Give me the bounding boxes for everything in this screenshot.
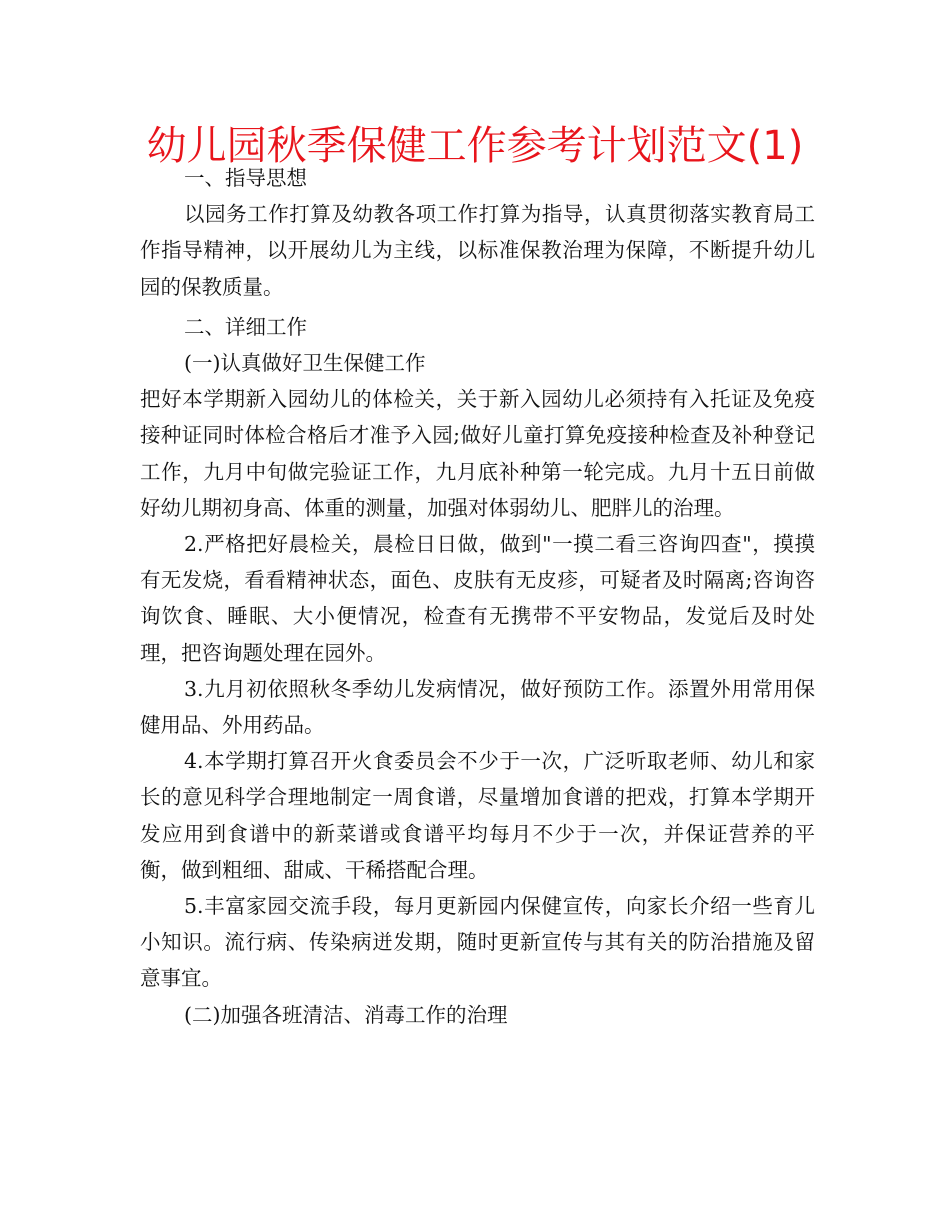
paragraph: 4.本学期打算召开火食委员会不少于一次，广泛听取老师、幼儿和家长的意见科学合理地制定一周食谱，尽量增加食谱的把戏，打算本学期开发应用到食谱中的新菜谱或食谱平均每月不少于一次，并保证营养的平衡，做到粗细、甜咸、干稀搭配合理。 <box>140 749 815 882</box>
paragraph: 以园务工作打算及幼教各项工作打算为指导，认真贯彻落实教育局工作指导精神，以开展幼儿为主线，以标准保教治理为保障，不断提升幼儿园的保教质量。 <box>140 202 815 299</box>
paragraph: 5.丰富家园交流手段，每月更新园内保健宣传，向家长介绍一些育儿小知识。流行病、传染病迸发期，随时更新宣传与其有关的防治措施及留意事宜。 <box>140 894 815 991</box>
section-heading: 一、指导思想 <box>184 166 307 190</box>
paragraph: 2.严格把好晨检关，晨检日日做，做到"一摸二看三咨询四查"，摸摸有无发烧，看看精神状态，面色、皮肤有无皮疹，可疑者及时隔离;咨询咨询饮食、睡眠、大小便情况，检查有无携带不平安物品，发觉后及时处理，把咨询题处理在园外。 <box>140 532 815 665</box>
paragraph: 3.九月初依照秋冬季幼儿发病情况，做好预防工作。添置外用常用保健用品、外用药品。 <box>140 676 815 738</box>
subsection-heading: (二)加强各班清洁、消毒工作的治理 <box>184 1002 508 1027</box>
document-body <box>140 160 815 1033</box>
section-heading: 二、详细工作 <box>184 314 307 339</box>
paragraph: 把好本学期新入园幼儿的体检关，关于新入园幼儿必须持有入托证及免疫接种证同时体检合格后才准予入园;做好儿童打算免疫接种检查及补种登记工作，九月中旬做完验证工作，九月底补种第一轮完成。九月十五日前做好幼儿期初身高、体重的测量，加强对体弱幼儿、肥胖儿的治理。 <box>140 387 815 520</box>
subsection-heading: (一)认真做好卫生保健工作 <box>184 351 426 376</box>
document-title: 幼儿园秋季保健工作参考计划范文(1) <box>146 123 804 169</box>
